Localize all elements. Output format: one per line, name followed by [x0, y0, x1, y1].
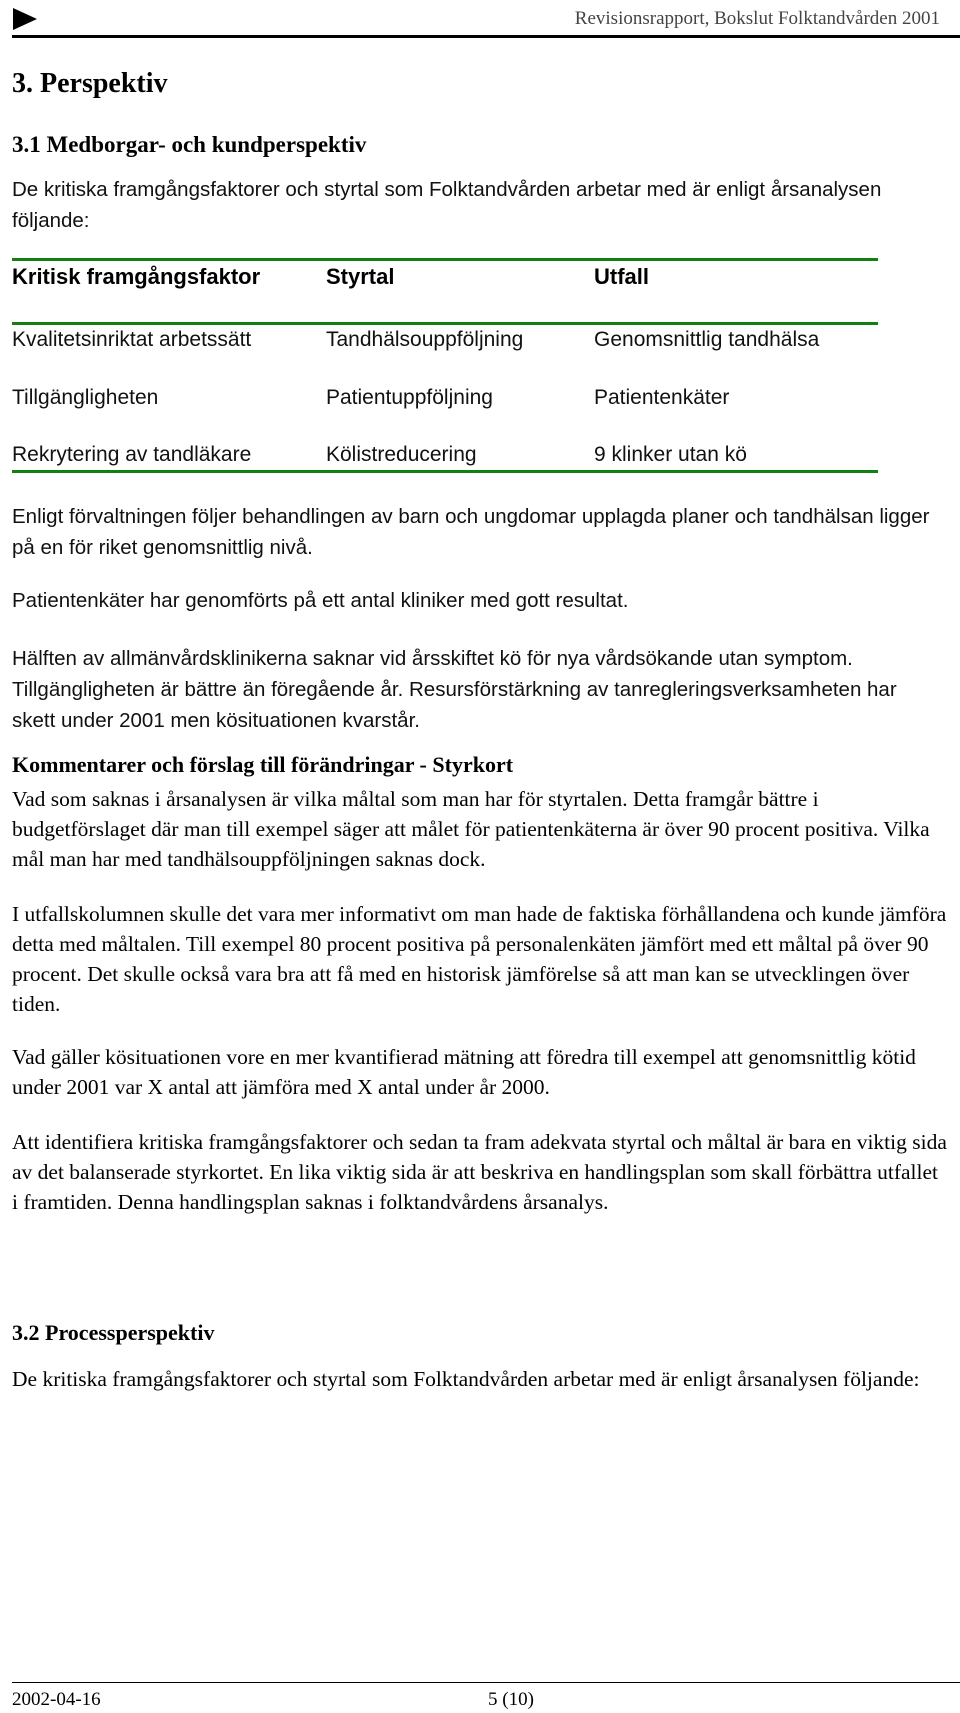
subsection-title-3-2: 3.2 Processperspektiv — [12, 1320, 215, 1345]
table-header-rule — [12, 322, 878, 325]
header-rule — [12, 35, 960, 38]
table-cell: 9 klinker utan kö — [594, 443, 747, 466]
table-cell: Patientuppföljning — [326, 386, 493, 409]
table-cell: Tillgängligheten — [12, 386, 159, 409]
intro-paragraph-3-1: De kritiska framgångsfaktorer och styrtal som Folktandvården arbetar med är enligt årsanalysen följande: — [12, 178, 882, 232]
table-bottom-rule — [12, 470, 878, 473]
table-cell: Genomsnittlig tandhälsa — [594, 328, 820, 351]
document-header-title: Revisionsrapport, Bokslut Folktandvården 2001 — [574, 8, 940, 29]
comments-paragraph-actionplan: Att identifiera kritiska framgångsfaktorer och sedan ta fram adekvata styrtal och måltal är bara en viktig sida av det balanserade styrkortet. En lika viktig sida är att beskriva en handlingsplan som skall förbättra utfallet i framtiden. Denna handlingsplan saknas i folktandvårdens årsanalys. — [12, 1130, 947, 1214]
table-header-cell: Kritisk framgångsfaktor — [12, 264, 261, 289]
table-cell: Rekrytering av tandläkare — [12, 443, 252, 466]
footer-page-number: 5 (10) — [488, 1689, 534, 1710]
section-title: 3. Perspektiv — [12, 68, 168, 99]
footer-date: 2002-04-16 — [12, 1689, 101, 1710]
table-header-cell: Styrtal — [326, 264, 395, 289]
table-cell: Tandhälsouppföljning — [326, 328, 524, 351]
paragraph-patient-surveys: Patientenkäter har genomförts på ett antal kliniker med gott resultat. — [12, 589, 629, 612]
table-cell: Patientenkäter — [594, 386, 730, 409]
comments-title: Kommentarer och förslag till förändringar - Styrkort — [12, 752, 514, 777]
comments-paragraph-queue: Vad gäller kösituationen vore en mer kvantifierad mätning att föredra till exempel att genomsnittlig kötid under 2001 var X antal att jämföra med X antal under år 2000. — [12, 1045, 916, 1099]
paragraph-accessibility: Hälften av allmänvårdsklinikerna saknar vid årsskiftet kö för nya vårdsökande utan symptom. Tillgängligheten är bättre än föregående år. Resursförstärkning av tanregleringsverksamheten har skett under 2001 men kösituationen kvarstår. — [12, 647, 897, 732]
comments-paragraph-outcomes: I utfallskolumnen skulle det vara mer informativt om man hade de faktiska förhållandena och kunde jämföra detta med måltalen. Till exempel 80 procent positiva på personalenkäten jämfört med ett måltal på över 90 procent. Det skulle också vara bra att få med en historisk jämförelse så att man kan se utvecklingen över tiden. — [12, 902, 947, 1016]
table-top-rule — [12, 258, 878, 261]
play-arrow-icon — [12, 6, 38, 32]
table-cell: Kölistreducering — [326, 443, 477, 466]
comments-paragraph-targets: Vad som saknas i årsanalysen är vilka måltal som man har för styrtalen. Detta framgår bättre i budgetförslaget där man till exempel säger att målet för patientenkäterna är över 90 procent positiva. Vilka mål man har med tandhälsouppföljningen saknas dock. — [12, 787, 930, 871]
footer-rule — [12, 1682, 960, 1683]
intro-paragraph-3-2: De kritiska framgångsfaktorer och styrtal som Folktandvården arbetar med är enligt årsanalysen följande: — [12, 1367, 920, 1391]
subsection-title-3-1: 3.1 Medborgar- och kundperspektiv — [12, 132, 367, 157]
paragraph-treatment: Enligt förvaltningen följer behandlingen av barn och ungdomar upplagda planer och tandhälsan ligger på en för riket genomsnittlig nivå. — [12, 505, 930, 559]
table-cell: Kvalitetsinriktat arbetssätt — [12, 328, 252, 351]
table-header-cell: Utfall — [594, 264, 649, 289]
